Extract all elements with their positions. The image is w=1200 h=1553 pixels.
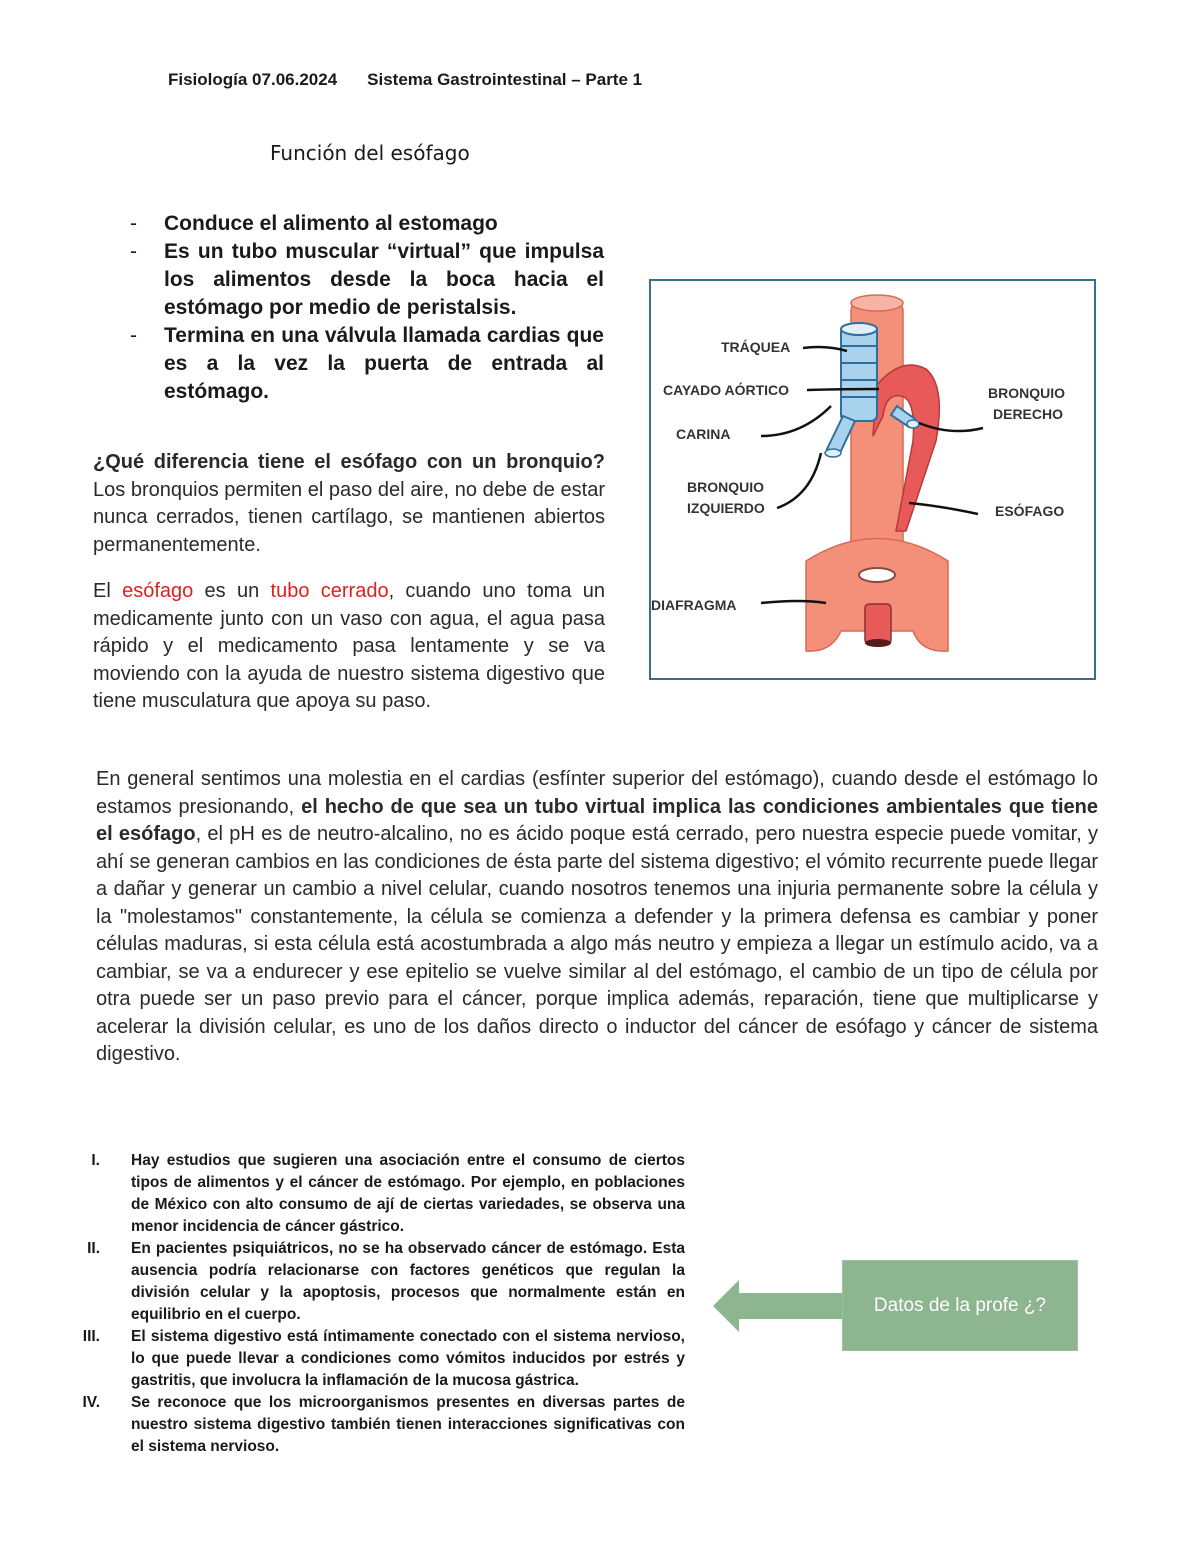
- list-number: IV.: [82, 1394, 100, 1411]
- label-bronquio-izquierdo-2: IZQUIERDO: [687, 500, 765, 516]
- function-bullet-list: [130, 210, 604, 406]
- page-header: [168, 70, 642, 90]
- label-diafragma: DIAFRAGMA: [651, 597, 737, 613]
- bullet-text: Termina en una válvula llamada cardias que es a la vez la puerta de entrada al estómago.: [164, 324, 604, 403]
- fact-text: El sistema digestivo está íntimamente conectado con el sistema nervioso, lo que puede llevar a condiciones como vómitos inducidos por estrés y gastritis, que involucra la inflamación de la mucosa gástrica.: [131, 1328, 685, 1389]
- text-run: El: [93, 580, 123, 602]
- text-run: , cuando uno toma un medicamente junto con un vaso con agua, el agua pasa rápido y el medicamento pasa lentamente y se va moviendo con la ayuda de nuestro sistema digestivo que tiene musculatura que apoya su paso.: [93, 580, 606, 712]
- fact-text: Hay estudios que sugieren una asociación entre el consumo de ciertos tipos de alimentos y el cáncer de estómago. Por ejemplo, en poblaciones de México con alto consumo de ají de ciertas variedades, se observa una menor incidencia de cáncer gástrico.: [131, 1152, 685, 1235]
- trachea-shape: [841, 323, 877, 421]
- text-run: En general sentimos una molestia en el cardias (esfínter superior del estómago), cuando desde el estómago lo estamos presionando,: [96, 768, 1098, 818]
- highlight-tubo-cerrado: tubo cerrado: [270, 580, 389, 602]
- bullet-dash: -: [130, 212, 137, 235]
- label-esofago: ESÓFAGO: [995, 503, 1065, 519]
- esophageal-hiatus: [859, 568, 895, 582]
- label-traquea: TRÁQUEA: [721, 339, 791, 355]
- esophagus-paragraph: [93, 578, 605, 716]
- label-bronquio-derecho-2: DERECHO: [993, 406, 1064, 422]
- bullet-text: Es un tubo muscular “virtual” que impulsa los alimentos desde la boca hacia el estómago por medio de peristalsis.: [164, 240, 604, 319]
- esophagus-top: [851, 295, 903, 311]
- fact-text: En pacientes psiquiátricos, no se ha observado cáncer de estómago. Esta ausencia podría relacionarse con factores genéticos que regulan la división celular y la apoptosis, procesos que normalmente están en equilibrio en el cuerpo.: [131, 1240, 685, 1323]
- question-heading: ¿Qué diferencia tiene el esófago con un bronquio?: [93, 451, 605, 473]
- header-topic: Sistema Gastrointestinal – Parte 1: [367, 70, 643, 89]
- facts-list: [70, 1150, 685, 1458]
- fact-text: Se reconoce que los microorganismos presentes en diversas partes de nuestro sistema digestivo también tienen interacciones significativas con el sistema nervioso.: [131, 1394, 685, 1455]
- text-run: , el pH es de neutro-alcalino, no es ácido poque está cerrado, pero nuestra especie puede vomitar, y ahí se generan cambios en las condiciones de ésta parte del sistema digestivo; el vómito recurrente puede llegar a dañar y generar un cambio a nivel celular, cuando nosotros tenemos una injuria permanente sobre la célula y la "molestamos" constantemente, la célula se comienza a defender y la primera defensa es cambiar y poner células maduras, si esta célula está acostumbrada a algo más neutro y empieza a llegar un estímulo acido, va a cambiar, se va a endurecer y ese epitelio se vuelve similar al del estómago, el cambio de un tipo de célula por otra puede ser un paso previo para el cáncer, porque implica además, reparación, tiene que multiplicarse y acelerar la división celular, es uno de los daños directo o inductor del cáncer de esófago y cáncer de sistema digestivo.: [96, 823, 1099, 1065]
- note-box: [842, 1260, 1078, 1351]
- list-item: [70, 1326, 685, 1392]
- list-item: [70, 1392, 685, 1458]
- header-course: Fisiología 07.06.2024: [168, 70, 338, 89]
- list-item: [70, 1238, 685, 1326]
- list-item: [130, 238, 604, 322]
- esophagus-anatomy-figure: [649, 279, 1096, 680]
- bullet-dash: -: [130, 240, 137, 263]
- bold-run: el hecho de que sea un tubo virtual implica las condiciones ambientales que tiene el esófago: [96, 795, 1099, 845]
- label-cayado-aortico: CAYADO AÓRTICO: [663, 382, 790, 398]
- list-item: [130, 210, 604, 238]
- highlight-esofago: esófago: [122, 580, 194, 602]
- label-bronquio-derecho-1: BRONQUIO: [988, 385, 1065, 401]
- left-arrow-icon: [713, 1280, 843, 1332]
- section-title: Función del esófago: [270, 141, 470, 165]
- note-label: Datos de la profe ¿?: [873, 1294, 1047, 1316]
- question-answer: Los bronquios permiten el paso del aire, no debe de estar nunca cerrados, tienen cartílago, se mantienen abiertos permanentemente.: [93, 478, 605, 556]
- list-number: III.: [82, 1328, 100, 1345]
- bullet-dash: -: [130, 324, 137, 347]
- list-number: I.: [91, 1152, 100, 1169]
- stomach-entry: [865, 604, 891, 644]
- label-carina: CARINA: [676, 426, 731, 442]
- label-bronquio-izquierdo-1: BRONQUIO: [687, 479, 764, 495]
- question-paragraph: [93, 449, 605, 559]
- list-item: [70, 1150, 685, 1238]
- anatomy-diagram: [651, 281, 1098, 682]
- bullet-text: Conduce el alimento al estomago: [164, 212, 498, 235]
- text-run: es un: [193, 580, 271, 602]
- list-number: II.: [87, 1240, 100, 1257]
- list-item: [130, 322, 604, 406]
- general-paragraph: [96, 766, 1098, 1069]
